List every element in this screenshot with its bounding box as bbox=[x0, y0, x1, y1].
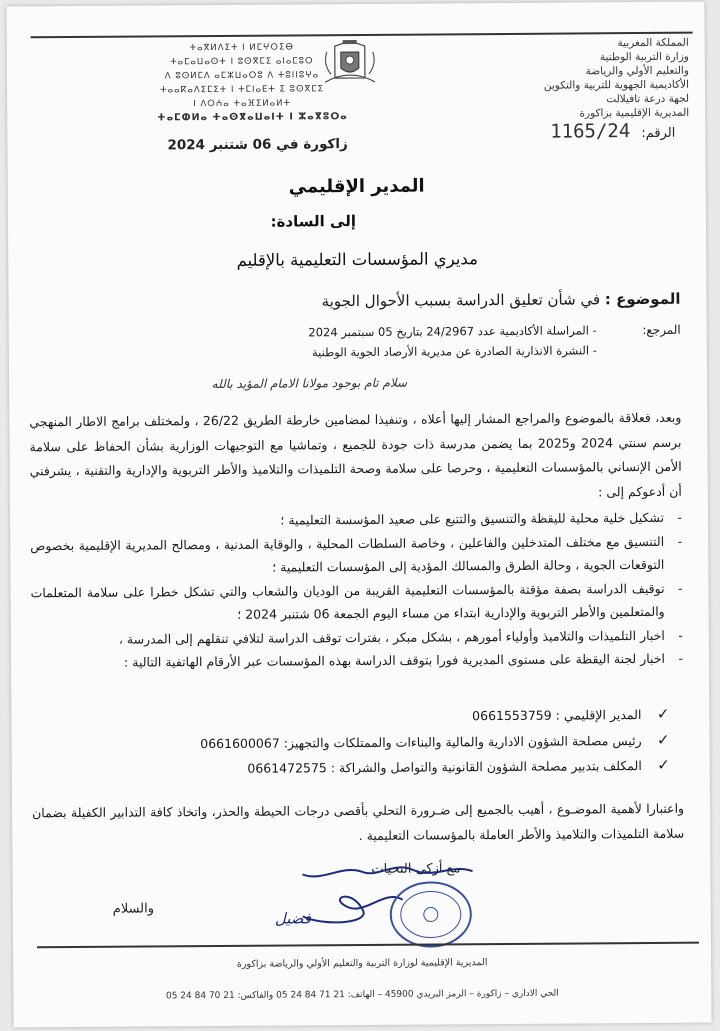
closing-line: مع أزكى التحيات bbox=[371, 861, 461, 877]
header-line: ⵜⴰⵎⵀⵍⴰ ⵜⴰⵙⴳⴰⵡⴰⵏⵜ ⵏ ⵣⴰⴳⵓⵔⴰ bbox=[157, 111, 348, 124]
reference-item: - المراسلة الأكاديمية عدد 24/2967 بتاريخ 05 سبتمبر 2024 bbox=[308, 323, 597, 340]
subject-label: الموضوع : bbox=[604, 289, 681, 309]
royal-emblem-icon bbox=[319, 38, 381, 86]
to-label: إلى السادة: bbox=[270, 212, 357, 231]
subject-text: في شأن تعليق الدراسة بسبب الأحوال الجوية bbox=[321, 290, 601, 311]
header-line: ⵜⴰⵎⴰⵡⴰⵙⵜ ⵏ ⵓⵙⴳⵎⵉ ⴰⵏⴰⵎⵓⵔ bbox=[170, 56, 314, 68]
reference-value: 1165/24 bbox=[550, 120, 631, 143]
letter-page bbox=[6, 2, 711, 1028]
action-list bbox=[30, 506, 683, 675]
header-line: الأكاديمية الجهوية للتربية والتكوين bbox=[543, 78, 690, 92]
reference-number bbox=[550, 120, 675, 143]
header-line: ⵏ ⴷⵔⵄⴰ ⵜⴰⴼⵉⵍⴰⵍⵜ bbox=[193, 98, 292, 110]
header-tifinagh bbox=[157, 40, 348, 125]
contact-label: المكلف بتدبير مصلحة الشؤون القانونية والتواصل والشراكة : bbox=[330, 758, 642, 776]
footer-contact-line: الحي الاداري – زاكورة – الرمز البريدي 45900 – الهاتف: 21 71 84 24 05 والفاكس: 21 70 84 24 05 bbox=[165, 988, 559, 1002]
references bbox=[37, 320, 681, 364]
list-item: - اخبار التلميذات والتلاميذ وأولياء أمورهم ، بشكل مبكر ، بفترات توقف الدراسة لتلافي تنقلهم إلى المدرسة ، bbox=[31, 623, 683, 651]
greeting: سلام تام بوجود مولانا الامام المؤيد بالله bbox=[211, 375, 408, 392]
signature-name: فضيل bbox=[274, 909, 311, 928]
checkmark-icon: ✓ bbox=[656, 730, 670, 749]
intro-paragraph: وبعد، فعلاقة بالموضوع والمراجع المشار إليها أعلاه ، وتنفيذا لمضامين خارطة الطريق 26/22 ، ولمختلف برامج الاطار المنهجي برسم سنتي 2024 و2025 بما يضمن مدرسة ذات جودة للجميع ، وتماشيا مع التوجيهات الوزارية بشأن الحفاظ على سلامة الأمن الإنساني بالمؤسسات التعليمية ، وحرصا على سلامة وصحة التلميذات والتلاميذ والأطر التربوية والإدارية والتقنية ، يشرفني أن أدعوكم إلى : bbox=[29, 409, 682, 499]
header-line: المملكة المغربية bbox=[617, 36, 689, 50]
footer-rule bbox=[37, 942, 699, 949]
salutation: والسلام bbox=[112, 901, 155, 917]
sender-title: المدير الإقليمي bbox=[288, 175, 425, 198]
header-line: المديرية الإقليمية بزاكورة bbox=[579, 106, 690, 120]
contact-list bbox=[69, 702, 670, 783]
conclusion-paragraph: واعتبارا لأهمية الموضـوع ، أهيب بالجميع إلى ضـرورة التحلي بأقصى درجات الحيطة والحذر، واتخاذ كافة التدابير الكفيلة بضمان سلامة التلميذات والتلاميذ والأطر العاملة بالمؤسسات التعليمية . bbox=[32, 800, 685, 843]
contact-phone: 0661472575 bbox=[247, 760, 327, 776]
reference-label: الرقم: bbox=[641, 125, 676, 142]
list-item: - تشكيل خلية محلية لليقظة والتنسيق والتتبع على صعيد المؤسسة التعليمية ؛ bbox=[30, 506, 682, 534]
recipients: مديري المؤسسات التعليمية بالإقليم bbox=[236, 249, 478, 270]
header-arabic bbox=[399, 36, 690, 122]
header-line: وزارة التربية الوطنية bbox=[599, 50, 689, 64]
references-label: المرجع: bbox=[642, 322, 681, 338]
subject-line bbox=[28, 290, 680, 313]
letter-date: زاكورة في 06 شتنبر 2024 bbox=[167, 136, 348, 154]
official-stamp-icon bbox=[388, 879, 474, 950]
contact-phone: 0661553759 bbox=[472, 707, 552, 724]
header-line: والتعليم الأولي والرياضة bbox=[585, 64, 689, 78]
header-line: لجهة درعة تافيلالت bbox=[606, 92, 690, 106]
checkmark-icon: ✓ bbox=[657, 755, 670, 774]
header-line: ⵜⴰⴰⴽⴰⴷⵉⵎⵉⵜ ⵏ ⵜⵎⵏⴰⴹⵜ ⵉ ⵓⵙⴳⵎⵉ bbox=[160, 84, 325, 96]
header-line: ⵜⴰⴳⵍⴷⵉⵜ ⵏ ⵍⵎⵖⵔⵉⴱ bbox=[189, 42, 294, 54]
list-item: - التنسيق مع مختلف المتدخلين والفاعلين ، وخاصة السلطات المحلية ، والوقاية المدنية ، ومصالح المديرية الإقليمية بخصوص التوقعات الجوية ، وحالة الطرق والمسالك المؤدية إلى المؤسسات التعليمية ؛ bbox=[30, 529, 682, 581]
footer-address-title: المديرية الإقليمية لوزارة التربية والتعليم الأولي والرياضة بزاكورة bbox=[236, 957, 488, 970]
list-item: - توقيف الدراسة بصفة مؤقتة بالمؤسسات التعليمية القريبة من الوديان والشعاب والتي تشكل خطرا على سلامة المتعلمات والمتعلمين والأطر التربوية والإدارية ابتداء من مساء اليوم الجمعة 06 شتنبر 2024 ؛ bbox=[30, 576, 682, 628]
list-item: - اخبار لجنة اليقظة على مستوى المديرية فورا بتوقف الدراسة بهذه المؤسسات عبر الأرقام الهاتفية التالية : bbox=[31, 647, 683, 675]
contact-label: المدير الإقليمي : bbox=[555, 707, 642, 723]
contact-label: رئيس مصلحة الشؤون الادارية والمالية والبناءات والممتلكات والتجهيز: bbox=[283, 732, 642, 751]
contact-item bbox=[70, 753, 670, 783]
contact-phone: 0661600067 bbox=[200, 735, 280, 751]
reference-item: - النشرة الانذارية الصادرة عن مديرية الأرصاد الجوية الوطنية bbox=[311, 343, 597, 360]
header-line: ⴷ ⵓⵙⵍⵎⴷ ⴰⵎⵣⵡⴰⵔⵓ ⴷ ⵜⵓⵏⵏⵓⵖⴰ bbox=[164, 70, 320, 82]
checkmark-icon: ✓ bbox=[656, 704, 670, 723]
